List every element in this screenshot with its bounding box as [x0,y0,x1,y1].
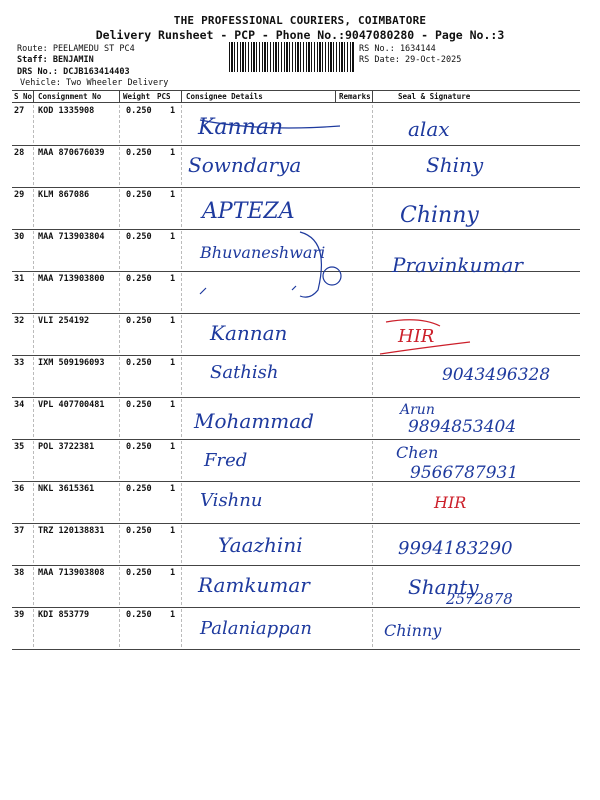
hw-name: Sathish [210,362,279,383]
hw-name: Mohammad [194,409,314,433]
row-sno: 31 [14,274,25,284]
row-sno: 30 [14,232,25,242]
hw-phone: 9043496328 [442,365,551,385]
row-pcs: 1 [170,526,176,536]
ink-ticks [200,286,296,294]
row-weight: 0.250 [126,274,152,284]
row-sno: 28 [14,148,25,158]
hw-phone: 9566787931 [410,463,519,483]
hw-seal: Chen [396,443,439,462]
row-consignment: NKL 3615361 [38,484,95,494]
row-consignment: MAA 870676039 [38,148,105,158]
route-info: Route: PEELAMEDU ST PC4 [17,44,135,54]
row-pcs: 1 [170,316,176,326]
hw-seal: Shanty [408,575,479,599]
hw-name: Palaniappan [200,618,312,639]
row-consignment: POL 3722381 [38,442,95,452]
hw-seal: Arun [400,402,435,418]
row-pcs: 1 [170,442,176,452]
hw-remark: HIR [434,493,467,512]
hw-phone: 2572878 [446,590,513,608]
row-pcs: 1 [170,484,176,494]
col-consignee: Consignee Details [186,92,263,101]
hw-remark: HIR [398,326,435,347]
row-sno: 29 [14,190,25,200]
hw-name: Bhuvaneshwari [200,243,326,262]
row-weight: 0.250 [126,316,152,326]
row-sno: 35 [14,442,25,452]
hw-seal: Chinny [384,621,442,640]
row-pcs: 1 [170,232,176,242]
row-weight: 0.250 [126,190,152,200]
row-pcs: 1 [170,400,176,410]
row-pcs: 1 [170,358,176,368]
row-consignment: VLI 254192 [38,316,90,326]
row-pcs: 1 [170,106,176,116]
row-sno: 33 [14,358,25,368]
col-sno: S No [14,92,33,101]
row-sno: 27 [14,106,25,116]
hw-name: APTEZA [202,199,295,224]
row-sno: 37 [14,526,25,536]
row-weight: 0.250 [126,610,152,620]
row-weight: 0.250 [126,148,152,158]
drs-label: DRS No.: [17,67,58,77]
row-consignment: MAA 713903808 [38,568,105,578]
hw-name: Kannan [198,115,284,140]
row-sno: 38 [14,568,25,578]
row-consignment: KLM 867086 [38,190,90,200]
row-pcs: 1 [170,274,176,284]
row-weight: 0.250 [126,526,152,536]
row-sno: 36 [14,484,25,494]
row-pcs: 1 [170,190,176,200]
row-weight: 0.250 [126,442,152,452]
row-weight: 0.250 [126,358,152,368]
hw-name: Vishnu [200,490,263,511]
rs-number: RS No.: 1634144 [359,44,436,54]
row-consignment: VPL 407700481 [38,400,105,410]
hw-name: Ramkumar [198,573,310,597]
hw-seal: alax [408,117,450,141]
col-seal: Seal & Signature [398,92,471,101]
row-pcs: 1 [170,610,176,620]
consignee-handwriting [188,115,325,639]
staff-label: Staff: [17,55,48,65]
hw-name: Fred [204,450,248,471]
runsheet-subtitle: Delivery Runsheet - PCP - Phone No.:9047080280 - Page No.:3 [95,28,505,42]
col-remarks: Remarks [339,92,371,101]
row-consignment: KDI 853779 [38,610,90,620]
col-pcs: PCS [157,92,171,101]
hw-seal: Chinny [400,203,479,228]
staff-value: BENJAMIN [52,55,94,65]
row-weight: 0.250 [126,232,152,242]
vehicle-info: Vehicle: Two Wheeler Delivery [20,78,169,88]
col-weight: Weight [123,92,151,101]
hw-phone: 9994183290 [398,538,513,559]
row-consignment: KOD 1335908 [38,106,95,116]
company-title: THE PROFESSIONAL COURIERS, COIMBATORE [173,14,427,27]
row-consignment: MAA 713903804 [38,232,105,242]
row-weight: 0.250 [126,568,152,578]
hw-name: Sowndarya [188,153,302,177]
row-consignment: TRZ 120138831 [38,526,105,536]
hw-seal: Shiny [426,153,484,177]
rs-date: RS Date: 29-Oct-2025 [359,55,462,65]
row-consignment: IXM 509196093 [38,358,105,368]
row-weight: 0.250 [126,400,152,410]
hw-phone: 9894853404 [408,417,517,437]
row-pcs: 1 [170,568,176,578]
row-sno: 34 [14,400,25,410]
hw-name: Yaazhini [218,533,303,557]
row-sno: 32 [14,316,25,326]
seal-handwriting [384,117,550,640]
row-weight: 0.250 [126,106,152,116]
row-pcs: 1 [170,148,176,158]
ink-bracket [300,232,321,297]
col-consignment: Consignment No [38,92,102,101]
row-weight: 0.250 [126,484,152,494]
row-consignment: MAA 713903800 [38,274,105,284]
drs-value: DCJB163414403 [63,67,130,77]
hw-seal: Pravinkumar [392,253,523,277]
ink-circle [323,267,341,285]
row-sno: 39 [14,610,25,620]
hw-name: Kannan [210,321,288,345]
